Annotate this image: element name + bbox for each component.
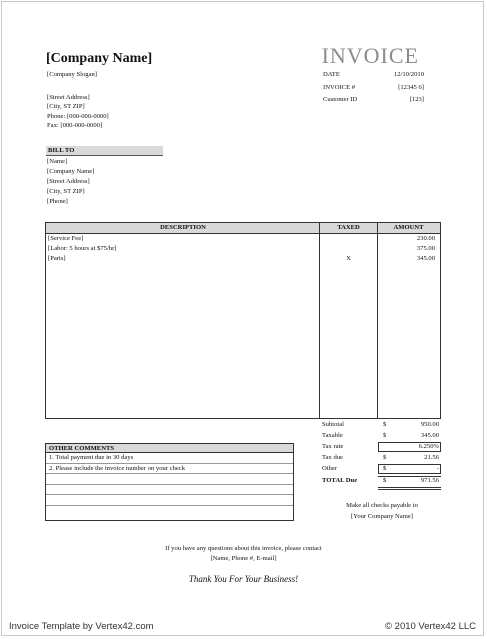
amount-header: AMOUNT	[377, 223, 440, 234]
footer-copyright: © 2010 Vertex42 LLC	[385, 621, 476, 632]
bill-to-phone[interactable]: [Phone]	[47, 198, 68, 205]
company-name: [Company Name]	[46, 51, 153, 66]
row-description[interactable]: [Parts]	[48, 255, 66, 262]
row-taxed[interactable]: X	[346, 255, 351, 262]
company-phone: Phone: [000-000-0000]	[47, 112, 109, 120]
tax-due-currency: $	[383, 454, 387, 461]
date-value[interactable]: 12/10/2010	[393, 71, 424, 78]
footer-template-credit[interactable]: Invoice Template by Vertex42.com	[9, 621, 154, 632]
row-description[interactable]: [Service Fee]	[48, 235, 84, 242]
company-city: [City, ST ZIP]	[47, 103, 85, 111]
bill-to-name[interactable]: [Name]	[47, 158, 68, 165]
date-label: DATE	[323, 71, 340, 78]
comment-line[interactable]	[46, 506, 293, 516]
tax-rate-value[interactable]: 6.250%	[418, 443, 439, 450]
invoice-number-value[interactable]: [12345 6]	[398, 83, 424, 91]
comment-line[interactable]	[46, 485, 293, 496]
thank-you-note: Thank You For Your Business!	[188, 574, 299, 584]
tax-rate-label: Tax rate	[322, 443, 344, 450]
company-slogan: [Company Slogan]	[47, 71, 97, 78]
comment-line[interactable]	[46, 495, 293, 506]
footer	[0, 617, 487, 639]
line-items-table	[45, 222, 441, 419]
payable-to-company: [Your Company Name]	[351, 513, 413, 520]
company-address	[47, 93, 109, 131]
other-value[interactable]: -	[436, 465, 439, 472]
company-street: [Street Address]	[47, 94, 90, 101]
other-label: Other	[322, 465, 338, 472]
total-due-currency: $	[383, 477, 387, 484]
total-due-value: 971.56	[420, 477, 439, 484]
customer-id-label: Customer ID	[323, 96, 358, 103]
subtotal-label: Subtotal	[322, 421, 344, 428]
subtotal-currency: $	[383, 421, 387, 428]
taxable-currency: $	[383, 432, 387, 439]
other-comments-box[interactable]	[45, 453, 294, 521]
comment-line[interactable]	[46, 474, 293, 485]
invoice-number-label: INVOICE #	[323, 83, 356, 91]
comment-line[interactable]: 1. Total payment due in 30 days	[46, 453, 293, 464]
invoice-meta-values	[394, 70, 424, 108]
bill-to-city[interactable]: [City, ST ZIP]	[47, 188, 85, 195]
total-double-underline	[378, 487, 441, 488]
company-fax: Fax: [000-000-0000]	[47, 122, 103, 130]
total-double-underline	[378, 489, 441, 490]
other-box[interactable]	[378, 464, 441, 474]
subtotal-value: 950.00	[420, 421, 439, 428]
invoice-title: INVOICE	[321, 43, 419, 68]
bill-to-company[interactable]: [Company Name]	[47, 168, 95, 175]
contact-line: If you have any questions about this invoice, please contact	[165, 545, 322, 552]
tax-due-value: 21.56	[424, 454, 439, 461]
taxable-label: Taxable	[322, 432, 343, 439]
column-divider	[377, 223, 378, 418]
other-currency: $	[383, 465, 387, 472]
bill-to-block	[47, 157, 94, 207]
comment-line[interactable]: 2. Please include the invoice number on your check	[46, 464, 293, 475]
taxable-value: 345.00	[420, 432, 439, 439]
row-amount[interactable]: 230.00	[416, 235, 435, 242]
tax-due-label: Tax due	[322, 454, 343, 461]
description-header: DESCRIPTION	[46, 223, 320, 234]
other-comments-heading: OTHER COMMENTS	[45, 443, 294, 453]
total-due-label: TOTAL Due	[322, 477, 358, 484]
row-amount[interactable]: 375.00	[416, 245, 435, 252]
invoice-meta-labels	[323, 70, 357, 108]
customer-id-value[interactable]: [123]	[409, 96, 424, 103]
column-divider	[319, 223, 320, 418]
row-description[interactable]: [Labor: 5 hours at $75/hr]	[48, 245, 117, 252]
bill-to-street[interactable]: [Street Address]	[47, 178, 90, 185]
contact-details: [Name, Phone #, E-mail]	[210, 555, 277, 562]
bill-to-heading: BILL TO	[46, 146, 163, 156]
row-amount[interactable]: 345.00	[416, 255, 435, 262]
payable-to-line: Make all checks payable to	[346, 502, 418, 509]
taxed-header: TAXED	[320, 223, 377, 234]
